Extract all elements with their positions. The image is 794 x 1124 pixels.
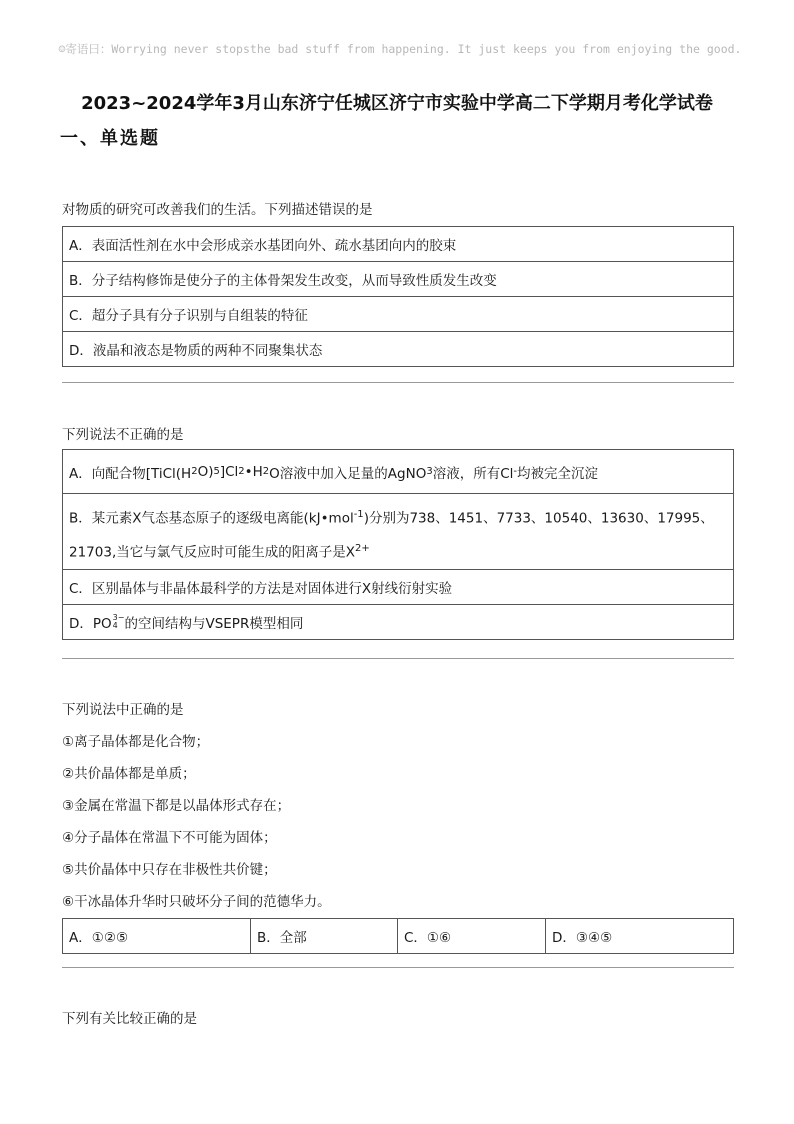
option-b[interactable]: B．某元素X气态基态原子的逐级电离能(kJ•mol$^{-1}$)分别为738、1451、7733、10540、13630、17995、 21703,当它与氯气反应时可能生成的阳离子是$X^{2+}$ <box>63 493 733 569</box>
question-2 <box>62 426 734 640</box>
option-d[interactable]: D．③④⑤ <box>545 919 733 953</box>
question-stem: 下列说法中正确的是 <box>62 702 184 718</box>
statement-item: ②共价晶体都是单质； <box>62 766 196 782</box>
question-3 <box>62 694 734 954</box>
option-a[interactable]: A．表面活性剂在水中会形成亲水基团向外、疏水基团向内的胶束 <box>69 238 457 254</box>
question-divider <box>62 658 734 659</box>
question-stem: 对物质的研究可改善我们的生活。下列描述错误的是 <box>62 202 373 218</box>
ion-charge: 3− 4 <box>112 613 125 630</box>
statement-list <box>62 694 734 918</box>
options-table <box>62 449 734 640</box>
option-a[interactable]: A．①②⑤ <box>69 930 129 946</box>
statement-item: ③金属在常温下都是以晶体形式存在； <box>62 798 291 814</box>
statement-item: ④分子晶体在常温下不可能为固体； <box>62 830 277 846</box>
question-stem: 下列说法不正确的是 <box>62 427 184 443</box>
statement-item: ①离子晶体都是化合物； <box>62 734 210 750</box>
option-c[interactable]: C．①⑥ <box>397 919 545 953</box>
section-heading: 一、单选题 <box>60 128 160 149</box>
statement-item: ⑤共价晶体中只存在非极性共价键； <box>62 862 277 878</box>
motto: ☺寄语曰：Worrying never stopsthe bad stuff from happening. It just keeps you from enjoying the good. <box>58 42 742 56</box>
question-divider <box>62 967 734 968</box>
option-d[interactable]: D．PO 3− 4 的空间结构与VSEPR模型相同 <box>63 604 733 639</box>
options-row <box>62 918 734 954</box>
question-4 <box>62 1010 734 1028</box>
option-d[interactable]: D．液晶和液态是物质的两种不同聚集状态 <box>63 331 733 366</box>
option-b[interactable]: B．全部 <box>250 919 397 953</box>
question-divider <box>62 382 734 383</box>
question-stem: 下列有关比较正确的是 <box>62 1011 197 1027</box>
option-c[interactable]: C．区别晶体与非晶体最科学的方法是对固体进行X射线衍射实验 <box>63 569 733 604</box>
option-b[interactable]: B．分子结构修饰是使分子的主体骨架发生改变，从而导致性质发生改变 <box>63 261 733 296</box>
question-1 <box>62 201 734 367</box>
statement-item: ⑥干冰晶体升华时只破坏分子间的范德华力。 <box>62 894 331 910</box>
option-c[interactable]: C．超分子具有分子识别与自组装的特征 <box>63 296 733 331</box>
page-title: 2023~2024学年3月山东济宁任城区济宁市实验中学高二下学期月考化学试卷 <box>81 93 713 114</box>
option-a[interactable]: A．向配合物[TiCl(H 2 O) 5 ]Cl 2 •H 2 O溶液中加入足量的AgNO 3 溶液，所有Cl - 均被完全沉淀 <box>69 463 598 482</box>
options-table <box>62 226 734 367</box>
